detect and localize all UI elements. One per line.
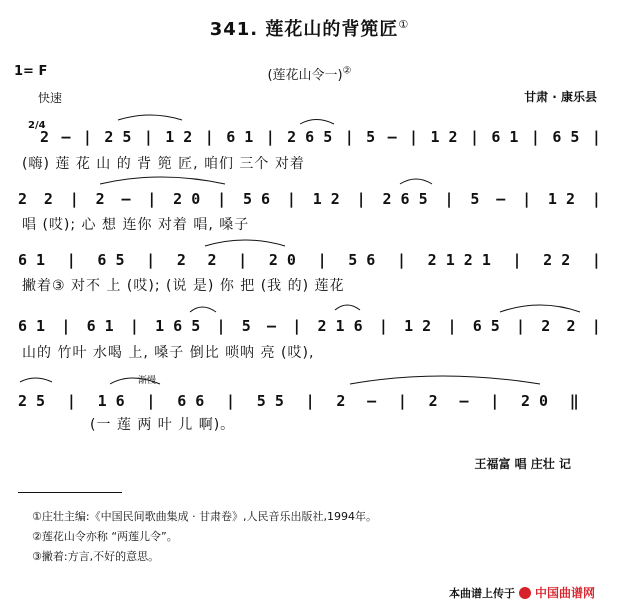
site-logo-text[interactable]: 中国曲谱网 bbox=[534, 586, 595, 600]
slur bbox=[110, 378, 160, 384]
slur bbox=[400, 179, 432, 184]
note: 2 6 5 bbox=[287, 128, 333, 146]
note: – bbox=[121, 190, 131, 208]
slur bbox=[300, 120, 334, 125]
note: 1 2 bbox=[404, 317, 432, 335]
barline: | bbox=[217, 190, 227, 208]
barline: | bbox=[69, 190, 79, 208]
note: – bbox=[387, 128, 397, 146]
footnote-3: ③撇着:方言,不好的意思。 bbox=[32, 550, 160, 563]
note: 2 bbox=[43, 190, 53, 208]
note: 2 0 bbox=[520, 392, 549, 410]
note: 2 5 bbox=[104, 128, 132, 146]
note: 2 0 bbox=[268, 251, 296, 269]
footnote-1: ①庄壮主编:《中国民间歌曲集成 · 甘肃卷》,人民音乐出版社,1994年。 bbox=[32, 510, 378, 523]
barline: | bbox=[591, 128, 601, 146]
note: 5 6 bbox=[242, 190, 271, 208]
slur bbox=[118, 115, 182, 120]
barline: | bbox=[469, 128, 479, 146]
note: 5 bbox=[470, 190, 480, 208]
barline: | bbox=[238, 251, 248, 269]
footer-text: 本曲谱上传于 bbox=[448, 586, 515, 600]
slur bbox=[205, 240, 285, 246]
note: 5 5 bbox=[256, 392, 284, 410]
note: 1 6 bbox=[97, 392, 125, 410]
slur bbox=[100, 177, 225, 184]
note: 2 bbox=[207, 251, 217, 269]
note: 2 6 5 bbox=[382, 190, 428, 208]
barline: | bbox=[397, 392, 407, 410]
barline: | bbox=[591, 251, 601, 269]
region-label: 甘肃 · 康乐县 bbox=[524, 90, 597, 104]
barline: | bbox=[146, 251, 156, 269]
lyrics-line-4: 山的 竹叶 水喝 上, 嗓子 倒比 唢呐 亮 (哎), bbox=[22, 345, 315, 361]
note: – bbox=[61, 128, 71, 146]
barline: | bbox=[66, 392, 76, 410]
note: 6 6 bbox=[177, 392, 205, 410]
note: 1 2 bbox=[430, 128, 458, 146]
barline: | bbox=[516, 317, 526, 335]
barline: | bbox=[378, 317, 388, 335]
slur bbox=[335, 305, 360, 310]
barline: | bbox=[490, 392, 500, 410]
barline: | bbox=[512, 251, 522, 269]
note: – bbox=[267, 317, 277, 335]
note: 2 bbox=[566, 317, 576, 335]
title-footnote-mark: ① bbox=[398, 18, 410, 31]
note: 2 5 bbox=[18, 392, 46, 410]
note: 6 1 bbox=[18, 317, 46, 335]
barline: | bbox=[409, 128, 419, 146]
note: 2 bbox=[95, 190, 105, 208]
barline: ‖ bbox=[569, 392, 579, 410]
lyrics-line-3: 撇着③ 对不 上 (哎); (说 是) 你 把 (我 的) 莲花 bbox=[22, 278, 345, 294]
note: 6 5 bbox=[97, 251, 125, 269]
note: 2 bbox=[541, 317, 551, 335]
note: 1 2 bbox=[312, 190, 340, 208]
note: – bbox=[459, 392, 469, 410]
note: 2 bbox=[176, 251, 186, 269]
slur bbox=[500, 305, 580, 312]
credit-line: 王福富 唱 庄壮 记 bbox=[474, 457, 571, 471]
barline: | bbox=[522, 190, 532, 208]
footnote-2: ②莲花山令亦称 “两莲儿令”。 bbox=[32, 530, 178, 543]
note: 1 2 bbox=[547, 190, 576, 208]
note: 6 1 bbox=[86, 317, 114, 335]
barline: | bbox=[591, 190, 601, 208]
barline: | bbox=[305, 392, 315, 410]
note: 2 bbox=[428, 392, 438, 410]
barline: | bbox=[530, 128, 540, 146]
song-title-text: 341. 莲花山的背篼匠 bbox=[209, 19, 399, 40]
subtitle-text: (莲花山令一) bbox=[267, 68, 343, 83]
barline: | bbox=[143, 128, 153, 146]
lyrics-line-1: (嗨) 莲 花 山 的 背 篼 匠, 咱们 三个 对着 bbox=[22, 156, 305, 172]
barline: | bbox=[356, 190, 366, 208]
barline: | bbox=[286, 190, 296, 208]
barline: | bbox=[447, 317, 457, 335]
barline: | bbox=[396, 251, 406, 269]
barline: | bbox=[66, 251, 76, 269]
note: 1 2 bbox=[165, 128, 193, 146]
note: 2 bbox=[18, 190, 28, 208]
barline: | bbox=[265, 128, 275, 146]
note: 2 1 6 bbox=[317, 317, 363, 335]
note: 5 6 bbox=[348, 251, 376, 269]
note: 2 0 bbox=[173, 190, 201, 208]
note: 2 bbox=[336, 392, 346, 410]
barline: | bbox=[444, 190, 454, 208]
key-signature: 1= F bbox=[14, 64, 48, 79]
time-signature-text: 2/4 bbox=[28, 120, 46, 131]
barline: | bbox=[129, 317, 139, 335]
slur bbox=[190, 307, 216, 312]
note: 5 bbox=[366, 128, 376, 146]
note: 6 5 bbox=[552, 128, 580, 146]
barline: | bbox=[216, 317, 226, 335]
slur bbox=[20, 378, 52, 382]
note: 2 2 bbox=[543, 251, 571, 269]
tempo-change-text: 渐慢 bbox=[138, 376, 157, 386]
barline: | bbox=[226, 392, 236, 410]
note: 6 1 bbox=[491, 128, 519, 146]
barline: | bbox=[591, 317, 601, 335]
footer bbox=[449, 584, 595, 601]
site-logo-icon bbox=[519, 587, 531, 599]
tempo-marking: 快速 bbox=[38, 91, 63, 105]
note: – bbox=[496, 190, 506, 208]
barline: | bbox=[61, 317, 71, 335]
barline: | bbox=[344, 128, 354, 146]
note: 2 1 2 1 bbox=[427, 251, 491, 269]
barline: | bbox=[317, 251, 327, 269]
note: 6 5 bbox=[472, 317, 500, 335]
footnote-divider bbox=[18, 492, 122, 493]
lyrics-line-5: (一 莲 两 叶 儿 啊)。 bbox=[90, 417, 236, 433]
note: 5 bbox=[241, 317, 251, 335]
note: 2 bbox=[40, 128, 50, 146]
barline: | bbox=[146, 392, 156, 410]
note: 1 6 5 bbox=[155, 317, 201, 335]
barline: | bbox=[292, 317, 302, 335]
subtitle-footnote-mark: ② bbox=[342, 65, 352, 77]
barline: | bbox=[147, 190, 157, 208]
barline: | bbox=[204, 128, 214, 146]
note: – bbox=[367, 392, 377, 410]
lyrics-line-2: 唱 (哎); 心 想 连你 对着 唱, 嗓子 bbox=[22, 217, 250, 233]
note: 6 1 bbox=[226, 128, 254, 146]
barline: | bbox=[82, 128, 92, 146]
note: 6 1 bbox=[18, 251, 46, 269]
slur bbox=[350, 376, 540, 384]
